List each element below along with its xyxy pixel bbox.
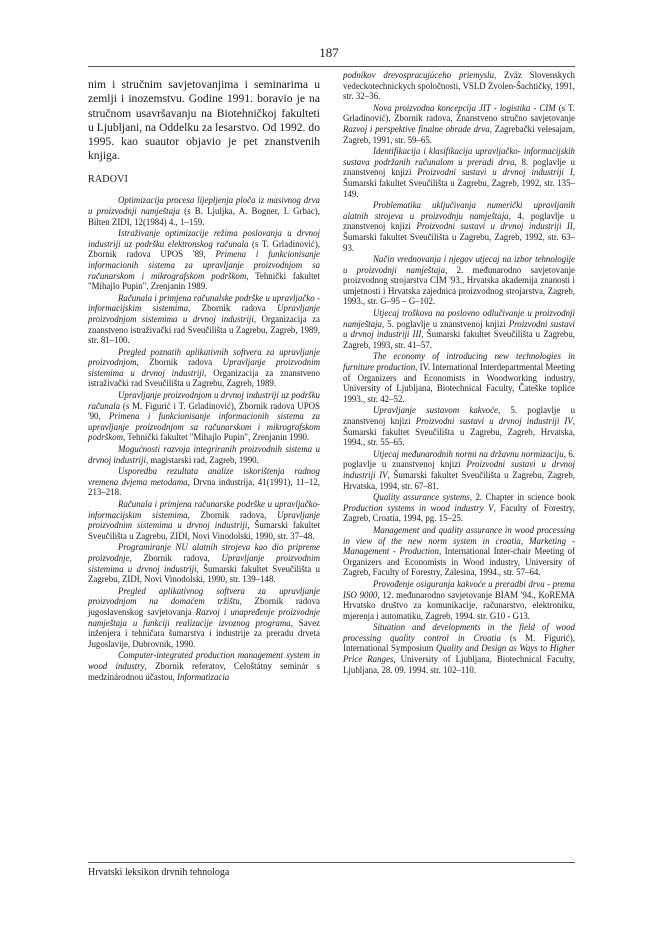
bibliography-entry (343, 254, 575, 307)
entry-details: , Organizacija za znanstveno istraživački rad Sveučilišta u Zagrebu, Zagreb, 1989. (88, 367, 320, 389)
entry-details: , 5. poglavlje u znanstvenoj knjizi (381, 318, 509, 329)
bibliography-entry (88, 444, 320, 465)
bibliography-entry (343, 146, 575, 199)
entry-details: , Tehnički fakultet "Mihajlo Pupin", Zrenjanin 1989. (88, 270, 320, 292)
left-column (88, 70, 320, 683)
entry-title: Mogućnosti razvoja integriranih proizvodnih sistema u drvnoj industriji (88, 444, 320, 465)
entry-title: Situation and developments in the field of wood processing quality control in Croatia (343, 622, 575, 643)
entry-title: Računala i primjena računarske podrške u upravljačko-informacijskim sistemima (88, 499, 320, 520)
bibliography-entry (88, 499, 320, 541)
entry-title: Computer-integrated production management system in wood industry (88, 650, 320, 671)
entry-title: Proizvodni sustavi u drvnoj industriji IV (415, 416, 573, 426)
entry-title: Nova proizvodna koncepcija JIT - logistika - CIM (373, 102, 556, 113)
bibliography-entry (88, 390, 320, 443)
entry-details: , Šumarski fakultet Sveučilišta u Zagrebu, Zagreb, Hrvatska, 1994., str. 55–65. (343, 416, 576, 448)
entry-title: Programiranje NU alatnih strojeva kao dio pripreme proizvodnje (88, 542, 320, 563)
entry-title: Primena i funkcionisanje informacionih sistema za upravljanje proizvodnjom sa računarskom i mikrografskom podrškom (88, 411, 320, 443)
entry-title: Quality and Design as Ways to Higher Price Ranges (343, 643, 575, 665)
entry-title: Proizvodni sustavi u drvnoj industriji IV (343, 459, 575, 480)
entry-title: Identifikacija i klasifikacija upravljačko- informacijskih sustava podržanih računalom u preradi drva (343, 146, 575, 167)
left-entries (88, 195, 320, 682)
entry-details: , Šumarski fakultet Sveučilišta u Zagrebu, Zagreb, 1992, str. 63–93. (343, 221, 576, 253)
entry-title: Provođenje osiguranja kakvoće u preradbi drva - prema ISO 9000 (343, 578, 575, 600)
bibliography-entry (88, 466, 320, 498)
entry-title: Razvoj i perspektive finalne obrade drva (343, 123, 490, 134)
bibliography-entry (88, 542, 320, 584)
footer-rule (88, 862, 575, 863)
entry-details: , University of Ljubljana, Biotechnical Faculty, Ljubljana, 28. 09. 1994. str. 102–110. (343, 654, 575, 675)
entry-title: Utjecaj međunarodnih normi na državnu normizaciju (373, 448, 564, 459)
bibliography-entry (343, 308, 575, 350)
entry-details: , 4. poglavlje u znanstvenoj knjizi (343, 210, 575, 232)
bibliography-entry (88, 228, 320, 292)
entry-title: Optimizacija procesa lijepljenja ploča iz masivnog drva u proizvodnji namještaja (88, 195, 320, 216)
entry-title: Production systems in wood industry V (343, 502, 494, 513)
entry-details: , Šumarski fakultet Sveučilišta u Zagrebu, ZIDI, Novi Vinodolski, 1990, str. 139–148. (88, 563, 320, 585)
entry-details: (s T. Grladinović), Zbornik radova, Znanstveno stručno savjetovanje (343, 102, 575, 124)
bibliography-entry (343, 200, 575, 253)
page-number: 187 (319, 45, 339, 60)
entry-title: Problematika uključivanja numerički upravljanih alatnih strojeva u proizvodnju namještaja (343, 200, 575, 221)
bibliography-entry (343, 622, 575, 675)
entry-details: , International Inter-chair Meeting of Organizers and Economists in Wood industry, University of Zagreb, Faculty of Forestry, Zalesina, 1994., str. 57–64. (343, 546, 575, 578)
entry-details: (s T. Grladinović), Zbornik radova UPOS '89, (88, 238, 321, 260)
bibliography-entry (88, 195, 320, 227)
entry-details: , Šumarski fakultet Sveučilišta u Zagrebu, ZIDI, Novi Vinodolski, 1990, str. 37–48. (88, 520, 320, 541)
entry-details: , Zbornik radova (188, 303, 278, 314)
entry-details: , Faculty of Forestry, Zagreb, Croatia, 1994, pg. 15–25. (343, 502, 575, 524)
entry-details: (s B. Ljuljka, A. Bogner, I. Grbac), Bilten ZIDI, 12(1984) 4., 1–159. (88, 205, 320, 227)
entry-title: podnikov drevospracujúceho priemyslu (343, 70, 494, 80)
entry-details: , 5. poglavlje u znanstvenoj knjizi (343, 405, 576, 426)
bibliography-entry (88, 650, 320, 682)
entry-details: (s M. Figurić i T. Grladinović), Zbornik radova UPOS '90, (88, 400, 320, 422)
bibliography-entry (343, 579, 575, 621)
entry-details: , Šumarski fakultet Sveučilišta u Zagrebu, Zagreb, 1993, str. 41–57. (343, 329, 575, 350)
entry-details: , Savez inženjera i tehničara šumarstva i industrije za preradu drveta Jugoslavije, Dubrovnik, 1990. (88, 617, 320, 649)
bibliography-entry (343, 351, 575, 404)
bibliography-entry (343, 525, 575, 578)
entry-details: , Zbornik radova (136, 357, 223, 368)
bibliography-entry (343, 492, 575, 524)
entry-details: , Tehnički fakultet "Mihajlo Pupin", Zrenjanin 1990. (123, 432, 310, 443)
entry-details: , 8. poglavlje u znanstvenoj knjizi (343, 156, 575, 178)
entry-title: Upravljanje proizvodnim sistemima u drvnoj industriji (88, 509, 320, 531)
entry-title: Proizvodni sustavi u drvnoj industriji III (343, 318, 575, 340)
entry-title: Razvoj i unapređenje proizvodnje namještaja u funkciji realizacije izvoznog programa (88, 606, 320, 628)
entry-details: , Zagrebački velesajam, Zagreb, 1991, str. 59–65. (343, 123, 575, 145)
entry-details: , 2. Chapter in science book (469, 492, 575, 503)
section-title: RADOVI (88, 173, 129, 185)
bibliography-entry (343, 70, 575, 102)
entry-title: Usporedba rezultata analize iskorištenja radnog vremena dvjema metodama (88, 466, 320, 487)
entry-title: Upravljanje proizvodnim sistemima u drvnoj industriji (88, 552, 320, 574)
entry-details: , Drvna industrija, 41(1991), 11–12, 213–218. (88, 476, 320, 498)
entry-title: Utjecaj troškova na poslovno odlučivanje u proizvodnji namještaja (343, 308, 575, 329)
entry-details: , IV. International Interdepartmental Meeting of Organizers and Economists in Woodworking industry, University of Ljubljana, Biotechnical Faculty, Čateške toplice 1993., str. 42–52. (343, 362, 575, 404)
entry-details: , 6. poglavlje u znanstvenoj knjizi (343, 448, 576, 470)
entry-details: , Zbornik radova, (187, 509, 278, 520)
entry-details: , magistarski rad, Zagreb, 1990. (145, 454, 259, 465)
entry-title: Pregled aplikativnog softvera za upravljanje proizvodnjom na domaćem tržištu (88, 585, 320, 607)
entry-title: The economy of introducing new technologies in furniture production (343, 351, 575, 373)
entry-title: Istraživanje optimizacije režima poslovanja u drvnoj industriji uz podršku elektronskog računala (88, 228, 320, 249)
entry-title: Način vrednovanja i njegov utjecaj na izbor tehnologije u proizvodnji namještaja (343, 254, 575, 275)
entry-title: Upravljanje proizvodnjom sistemima u drvnoj industriji (88, 303, 320, 324)
entry-title: Quality assurance systems (373, 492, 470, 503)
entry-title: Proizvodni sustavi u drvnoj industriji II (416, 221, 573, 232)
entry-details: , Organizacija za znanstveno istraživački rad Sveučilišta u Zagrebu, Zagreb, 1989, str. 81–100. (88, 313, 320, 346)
intro-paragraph: nim i stručnim savjetovanjima i seminarima u zemlji i inozemstvu. Godine 1991. boravio je na stručnom usavršavanju na Biotehničkoj fakulteti u Ljubljani, na Oddelku za lesarstvo. Od 1992. do 1995. kao suautor objavio je pet znanstvenih knjiga. (88, 78, 320, 163)
entry-title: Pregled poznatih aplikativnih softvera za upravljanje proizvodnjom (88, 346, 320, 368)
right-column (343, 70, 575, 676)
entry-title: Management and quality assurance in wood processing in view of the new norm system in croatia, Marketing - Management - Production (343, 524, 575, 557)
entry-title: Proizvodni sustavi u drvnoj industriji I (417, 167, 573, 178)
bibliography-entry (88, 586, 320, 650)
bibliography-entry (88, 293, 320, 346)
entry-title: Primena i funkcionisanje informacionih sistema za upravljanje proizvodnjom sa računarskom i mikrografskom podrškom (88, 249, 320, 281)
entry-details: , Šumarski fakultet Sveučilišta u Zagrebu, Zagreb, Hrvatska, 1994, str. 67–81. (343, 469, 575, 491)
entry-title: Upravljanje proizvodnjom u drvnoj industriji uz podršku računala (88, 390, 320, 411)
entry-details: , Zbornik radova jugoslavenskog savjetovanja (88, 596, 320, 617)
entry-details: (s M. Figurić), International Symposium (343, 632, 575, 654)
bibliography-entry (88, 347, 320, 389)
entry-title: Upravljanje sustavom kakvoće (373, 405, 498, 416)
bibliography-entry (343, 103, 575, 145)
entry-title: Upravljanje proizvodnim sistemima u drvnoj industriji (88, 357, 320, 378)
header-rule (88, 66, 575, 67)
bibliography-entry (343, 449, 575, 491)
entry-details: , 12. međunarodno savjetovanje BIAM '94., KoREMA Hrvatsko društvo za komunikacije, računarstvo, elektroniku, mjerenja i automatiku, Zagreb, 1994. str. G10 - G13. (343, 589, 575, 621)
footer: Hrvatski leksikon drvnih tehnologa (88, 867, 230, 878)
entry-details: , Zbornik referatov, Celoštátny seminár s medzinárodnou účastou, (88, 660, 320, 682)
entry-title: Informatizacia (176, 671, 230, 682)
entry-title: Računala i primjena računalske podrške u upravljačko - informacijskim sistemima (88, 292, 320, 314)
entry-details: , 2. međunarodno savjetovanje proizvodnog strojarstva CIM '93., Hrvatska akademija znanosti i umjetnosti i Hrvatska zajednica proizvodnog strojarstva, Zagreb, 1993., str. G–95 – G–102. (343, 264, 575, 307)
entry-details: , Zväz Slovenskych vedeckotechnickych spoločnosti, VSLD Zvolen-Šachtičky, 1991, str. 32–36. (343, 70, 575, 102)
entry-details: , Šumarski fakultet Sveučilišta u Zagrebu, Zagreb, 1992, str. 135–149. (343, 167, 575, 199)
entry-details: , Zbornik radova, (129, 552, 222, 563)
right-entries (343, 70, 575, 675)
bibliography-entry (343, 405, 575, 447)
